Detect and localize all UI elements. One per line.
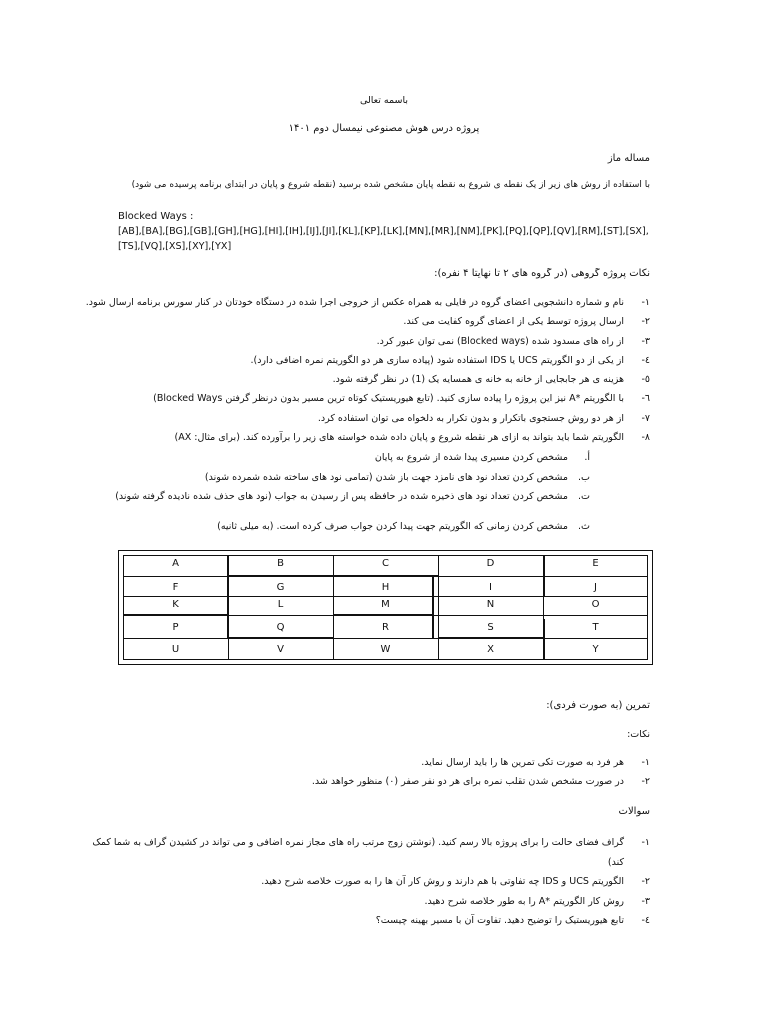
maze-cell-x: X xyxy=(487,644,494,655)
exercise-note-item: ۲-در صورت مشخص شدن تقلب نمره برای هر دو نفر صفر (۰) منظور خواهد شد. xyxy=(311,776,650,787)
question-item: ۲-الگوریتم UCS و IDS چه تفاوتی با هم دارند و روش کار آن ها را به صورت خلاصه شرح دهید. xyxy=(261,876,650,887)
bismillah: باسمه تعالی xyxy=(359,95,409,106)
maze-cell-j: J xyxy=(594,582,597,593)
maze-cell-v: V xyxy=(277,644,284,655)
maze-wall-sx xyxy=(438,637,543,639)
group-note-item: ٨-الگوریتم شما باید بتواند به ازای هر نقطه شروع و پایان داده شده خواسته های زیر را برآورده کند. (برای مثال: AX) xyxy=(174,432,650,443)
exercise-notes-heading: نکات: xyxy=(627,729,650,740)
group-note-item: ۱-نام و شماره دانشجویی اعضای گروه در فایلی به همراه عکس از خروجی اجرا شده در دستگاه خودتان در کنار سورس برنامه ارسال شود. xyxy=(85,297,650,308)
group-note-item: ٥-هزینه ی هر جابجایی از خانه به خانه ی همسایه یک (1) در نظر گرفته شود. xyxy=(332,374,650,385)
maze-cell-u: U xyxy=(171,644,180,655)
question-item: ۳-روش کار الگوریتم *A را به طور خلاصه شرح دهید. xyxy=(424,896,650,907)
maze-cell-i: I xyxy=(489,582,492,593)
exercise-heading: تمرین (به صورت فردی): xyxy=(546,700,650,711)
maze-cell-d: D xyxy=(486,558,495,569)
maze-grid-line xyxy=(123,638,648,639)
question-item-continued: کند) xyxy=(607,857,624,868)
maze-cell-t: T xyxy=(592,622,599,633)
blocked-ways-line-1: [AB],[BA],[BG],[GB],[GH],[HG],[HI],[IH],[IJ],[JI],[KL],[KP],[LK],[MN],[MR],[NM],[PK],[PQ],[QP],[QV],[RM],[ST],[SX], xyxy=(118,226,649,237)
maze-cell-c: C xyxy=(382,558,389,569)
requirement-subitem: ث.مشخص کردن زمانی که الگوریتم جهت پیدا کردن جواب صرف کرده است. (به میلی ثانیه) xyxy=(217,521,590,532)
requirement-subitem: أ.مشخص کردن مسیری پیدا شده از شروع به پایان xyxy=(374,452,590,463)
maze-cell-a: A xyxy=(172,558,179,569)
questions-heading: سوالات xyxy=(618,806,650,817)
maze-wall-kp xyxy=(123,614,228,616)
maze-cell-s: S xyxy=(487,622,494,633)
maze-wall-kl xyxy=(227,596,229,638)
maze-cell-r: R xyxy=(382,622,389,633)
maze-cell-h: H xyxy=(381,582,390,593)
maze-cell-y: Y xyxy=(592,644,599,655)
question-item: ۱-گراف فضای حالت را برای پروژه بالا رسم کنید. (نوشتن زوج مرتب راه های مجاز نمره اضافی و می تواند در کشیدن گراف به شما کمک xyxy=(92,837,650,848)
maze-wall-qv xyxy=(228,637,333,639)
question-item: ٤-تابع هیوریستیک را توضیح دهید. تفاوت آن با مسیر بهینه چیست؟ xyxy=(375,915,650,926)
maze-cell-e: E xyxy=(592,558,599,569)
blocked-ways-label: Blocked Ways : xyxy=(118,211,194,222)
maze-cell-p: P xyxy=(172,622,179,633)
maze-wall-ij xyxy=(543,555,545,597)
maze-cell-m: M xyxy=(381,599,390,610)
group-note-item: ٧-از هر دو روش جستجوی باتکرار و بدون تکرار به دلخواه می توان استفاده کرد. xyxy=(317,413,650,424)
maze-cell-g: G xyxy=(276,582,285,593)
maze-cell-w: W xyxy=(380,644,391,655)
group-note-item: ۲-ارسال پروژه توسط یکی از اعضای گروه کفایت می کند. xyxy=(403,316,650,327)
group-note-item: ۳-از راه های مسدود شده (Blocked ways) نمی توان عبور کرد. xyxy=(376,336,650,347)
problem-heading: مساله ماز xyxy=(607,153,650,164)
group-note-item: ٤-از یکی از دو الگوریتم UCS یا IDS استفاده شود (پیاده سازی هر دو الگوریتم نمره اضافی دارد). xyxy=(250,355,650,366)
maze-cell-q: Q xyxy=(276,622,285,633)
maze-wall-mr xyxy=(333,614,434,616)
requirement-subitem: ت.مشخص کردن تعداد نود های ذخیره شده در حافظه پس از رسیدن به جواب (نود های حذف شده نادیده گرفته شوند) xyxy=(115,491,590,502)
maze-grid-line xyxy=(123,596,648,597)
maze-wall-st-xy xyxy=(543,619,545,660)
blocked-ways-line-2: [TS],[VQ],[XS],[XY],[YX] xyxy=(118,241,232,252)
maze-cell-b: B xyxy=(277,558,284,569)
maze-cell-k: K xyxy=(172,599,179,610)
maze-wall-hi-mn xyxy=(432,575,434,638)
document-title: پروژه درس هوش مصنوعی نیمسال دوم ۱۴۰۱ xyxy=(288,123,480,134)
group-notes-heading: نکات پروژه گروهی (در گروه های ۲ تا نهایتا ۴ نفره): xyxy=(434,268,650,279)
maze-cell-l: L xyxy=(277,599,284,610)
maze-cell-f: F xyxy=(172,582,179,593)
requirement-subitem: ب.مشخص کردن تعداد نود های نامزد جهت باز شدن (تمامی نود های ساخته شده شمرده شوند) xyxy=(204,472,590,483)
maze-grid-line xyxy=(438,555,439,660)
group-note-item: ٦-با الگوریتم *A نیز این پروژه را پیاده سازی کنید. (تابع هیوریستیک کوتاه ترین مسیر بدون درنظر گرفتن Blocked Ways) xyxy=(153,393,650,404)
maze-grid-line xyxy=(333,555,334,660)
maze-cell-o: O xyxy=(591,599,600,610)
problem-description: با استفاده از روش های زیر از یک نقطه ی شروع به نقطه پایان مشخص شده برسید (نقطه شروع و پایان در ابتدای برنامه پرسیده می شود) xyxy=(131,180,650,190)
maze-wall-bg-ch xyxy=(228,575,438,577)
maze-cell-n: N xyxy=(486,599,495,610)
exercise-note-item: ۱-هر فرد به صورت تکی تمرین ها را باید ارسال نماید. xyxy=(421,757,650,768)
